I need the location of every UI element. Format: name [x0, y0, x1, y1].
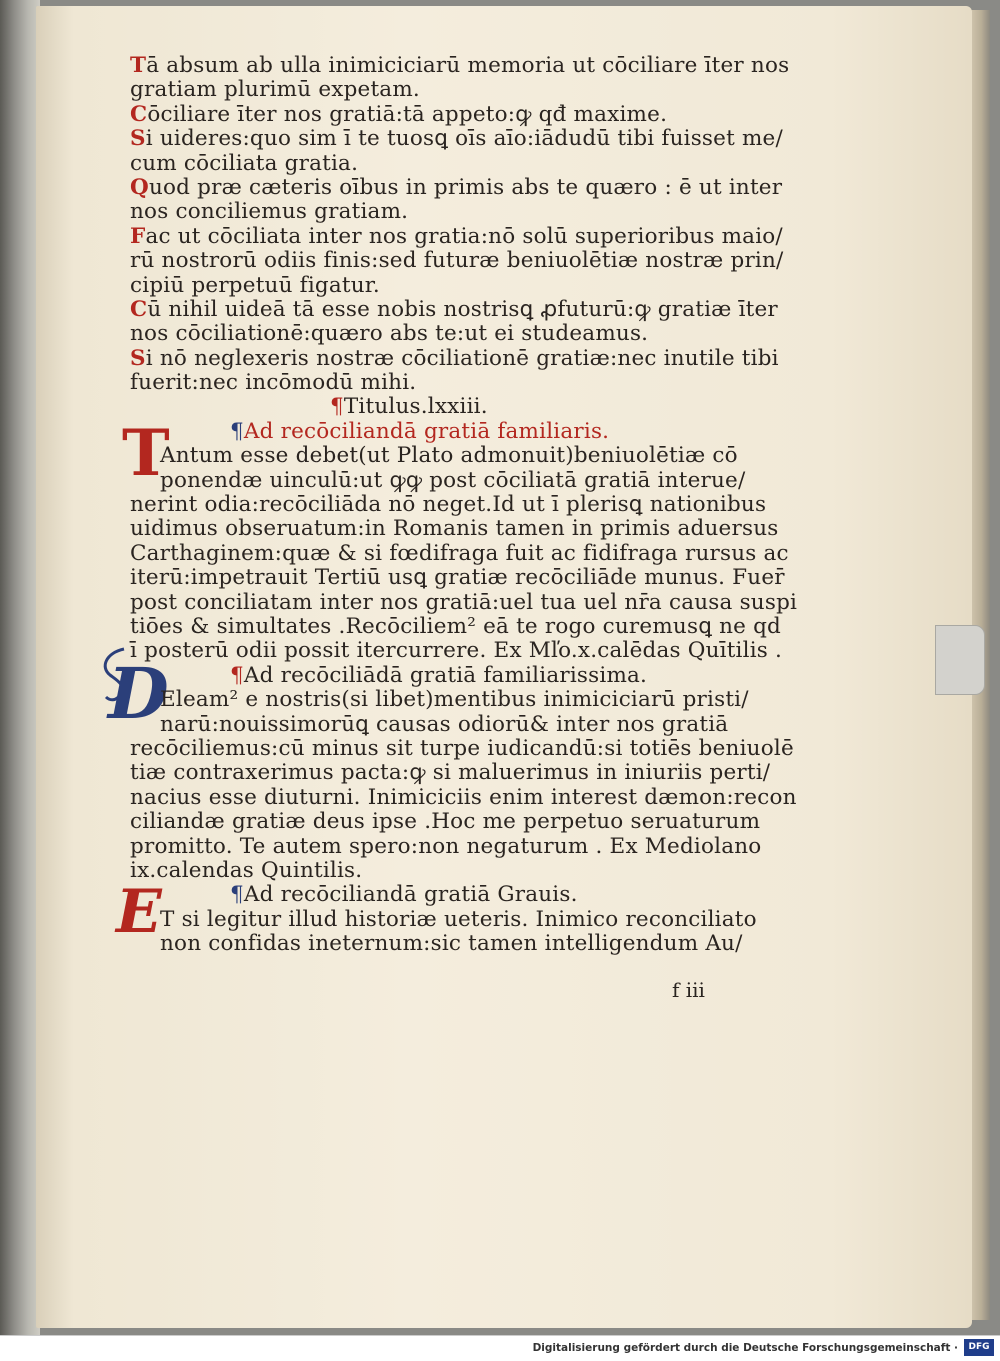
text-line — [130, 200, 810, 224]
line-text: cipiū perpetuū figatur. — [130, 272, 380, 298]
line-text: gratiam plurimū expetam. — [130, 77, 420, 103]
text-line — [130, 371, 810, 395]
text-line — [130, 274, 810, 298]
text-line — [130, 591, 810, 615]
titulus-heading — [130, 395, 810, 419]
text-line — [130, 761, 810, 785]
section-heading-grauis — [130, 883, 810, 907]
text-line — [130, 176, 810, 200]
text-line — [130, 688, 810, 712]
line-text: post conciliatam inter nos gratiā:uel tua uel nr̄a causa suspi — [130, 589, 798, 615]
text-line — [130, 78, 810, 102]
line-text: recōciliemus:cū minus sit turpe iudicandū:si totiēs beniuolē — [130, 735, 794, 761]
line-text: ōciliare īter nos gratiā:tā appeto:ꝙ qđ maxime. — [147, 101, 668, 127]
line-text: ī posterū odii possit itercurrere. Ex Mľo.x.calēdas Quītilis . — [130, 638, 783, 664]
rubric-letter: C — [130, 101, 148, 127]
book-binding — [0, 0, 40, 1335]
line-text: promitto. Te autem spero:non negaturum . Ex Mediolano — [130, 833, 762, 859]
paragraph-mark-icon: ¶ — [230, 418, 244, 444]
section-heading-familiarissima — [130, 664, 810, 688]
line-text: ac ut cōciliata inter nos gratia:nō solū superioribus maio/ — [145, 223, 783, 249]
line-text: i nō neglexeris nostræ cōciliationē gratiæ:nec inutile tibi — [145, 345, 779, 371]
paragraph-mark-icon: ¶ — [330, 394, 344, 420]
heading-text: Ad recōciliandā gratiā familiaris. — [243, 418, 610, 444]
line-text: tiōes & simultates .Recōciliem² eā te rogo curemusꝗ ne qd — [130, 613, 782, 639]
text-line — [130, 810, 810, 834]
line-text: nerint odia:recōciliāda nō neget.Id ut ī plerisꝗ nationibus — [130, 492, 767, 518]
rubric-letter: S — [130, 126, 146, 152]
line-text: Antum esse debet(ut Plato admonuit)beniuolētiæ cō — [160, 443, 738, 469]
text-line — [130, 713, 810, 737]
text-line — [130, 469, 810, 493]
text-line — [130, 444, 810, 468]
paragraph-mark-icon: ¶ — [230, 662, 244, 688]
line-text: nos cōciliationē:quæro abs te:ut ei studeamus. — [130, 321, 649, 347]
line-text: Carthaginem:quæ & si fœdifraga fuit ac fidifraga rursus ac — [130, 540, 789, 566]
line-text: uidimus obseruatum:in Romanis tamen in primis aduersus — [130, 516, 779, 542]
line-text: ā absum ab ulla inimiciciarū memoria ut cōciliare īter nos — [146, 53, 790, 78]
rubric-letter: T — [130, 53, 147, 78]
text-line — [130, 298, 810, 322]
text-line — [130, 737, 810, 761]
text-line — [130, 127, 810, 151]
text-line — [130, 908, 810, 932]
text-line — [130, 54, 810, 78]
dfg-logo: DFG — [964, 1339, 994, 1356]
decorated-initial: D — [108, 652, 169, 736]
heading-text: Ad recōciliandā gratiā Grauis. — [243, 882, 578, 908]
text-line — [130, 859, 810, 883]
line-text: ix.calendas Quintilis. — [130, 857, 363, 883]
text-line — [130, 639, 810, 663]
line-text: Eleam² e nostris(si libet)mentibus inimiciciarū pristi/ — [160, 687, 749, 713]
text-line — [130, 542, 810, 566]
rubric-letter: F — [130, 223, 146, 249]
text-line — [130, 932, 810, 956]
text-line — [130, 786, 810, 810]
funding-notice: Digitalisierung gefördert durch die Deutsche Forschungsgemeinschaft · — [532, 1342, 958, 1354]
line-text: fuerit:nec incōmodū mihi. — [130, 370, 417, 396]
line-text: uod præ cæteris oībus in primis abs te quæro : ē ut inter — [148, 174, 783, 200]
text-line — [130, 322, 810, 346]
text-line — [130, 517, 810, 541]
rubric-letter: C — [130, 296, 148, 322]
main-text-block — [108, 53, 810, 957]
line-text: nos conciliemus gratiam. — [130, 199, 409, 225]
line-text: ciliandæ gratiæ deus ipse .Hoc me perpetuo seruaturum — [130, 809, 761, 835]
line-text: ū nihil uideā tā esse nobis nostrisꝗ ꝓfuturū:ꝙ gratiæ īter — [147, 296, 778, 322]
text-line — [130, 249, 810, 273]
heading-text: Titulus.lxxiii. — [343, 394, 488, 420]
section-heading-familiaris — [130, 420, 810, 444]
line-text: narū:nouissimorūꝗ causas odiorū& inter nos gratiā — [160, 711, 729, 737]
rubric-letter: S — [130, 345, 146, 371]
line-text: cum cōciliata gratia. — [130, 150, 359, 176]
text-line — [130, 615, 810, 639]
decorated-initial: E — [116, 876, 162, 947]
line-text: i uideres:quo sim ī te tuosꝗ oīs aīo:iādudū tibi fuisset me/ — [145, 126, 783, 152]
text-line — [130, 835, 810, 859]
line-text: iterū:impetrauit Tertiū usꝗ gratiæ recōciliāde munus. Fuer̄ — [130, 565, 785, 591]
text-line — [130, 493, 810, 517]
text-line — [130, 566, 810, 590]
footer-bar — [0, 1335, 1000, 1361]
folio-signature: f iii — [672, 978, 705, 1002]
line-text: T si legitur illud historiæ ueteris. Inimico reconciliato — [160, 906, 757, 932]
line-text: nacius esse diuturni. Inimiciciis enim interest dæmon:recon — [130, 784, 797, 810]
heading-text: Ad recōciliādā gratiā familiarissima. — [243, 662, 648, 688]
rubric-letter: Q — [130, 174, 149, 200]
page-clip — [935, 625, 985, 695]
text-line — [130, 225, 810, 249]
line-text: rū nostrorū odiis finis:sed futuræ beniuolētiæ nostræ prin/ — [130, 248, 784, 274]
line-text: non confidas ineternum:sic tamen intelligendum Au/ — [160, 931, 743, 957]
line-text: tiæ contraxerimus pacta:ꝙ si maluerimus in iniuriis perti/ — [130, 760, 771, 786]
text-line — [130, 103, 810, 127]
paragraph-mark-icon: ¶ — [230, 882, 244, 908]
decorated-initial: T — [122, 416, 170, 492]
text-line — [130, 152, 810, 176]
text-line — [130, 347, 810, 371]
line-text: ponendæ uinculū:ut ꝙꝙ post cōciliatā gratiā interue/ — [160, 467, 746, 493]
